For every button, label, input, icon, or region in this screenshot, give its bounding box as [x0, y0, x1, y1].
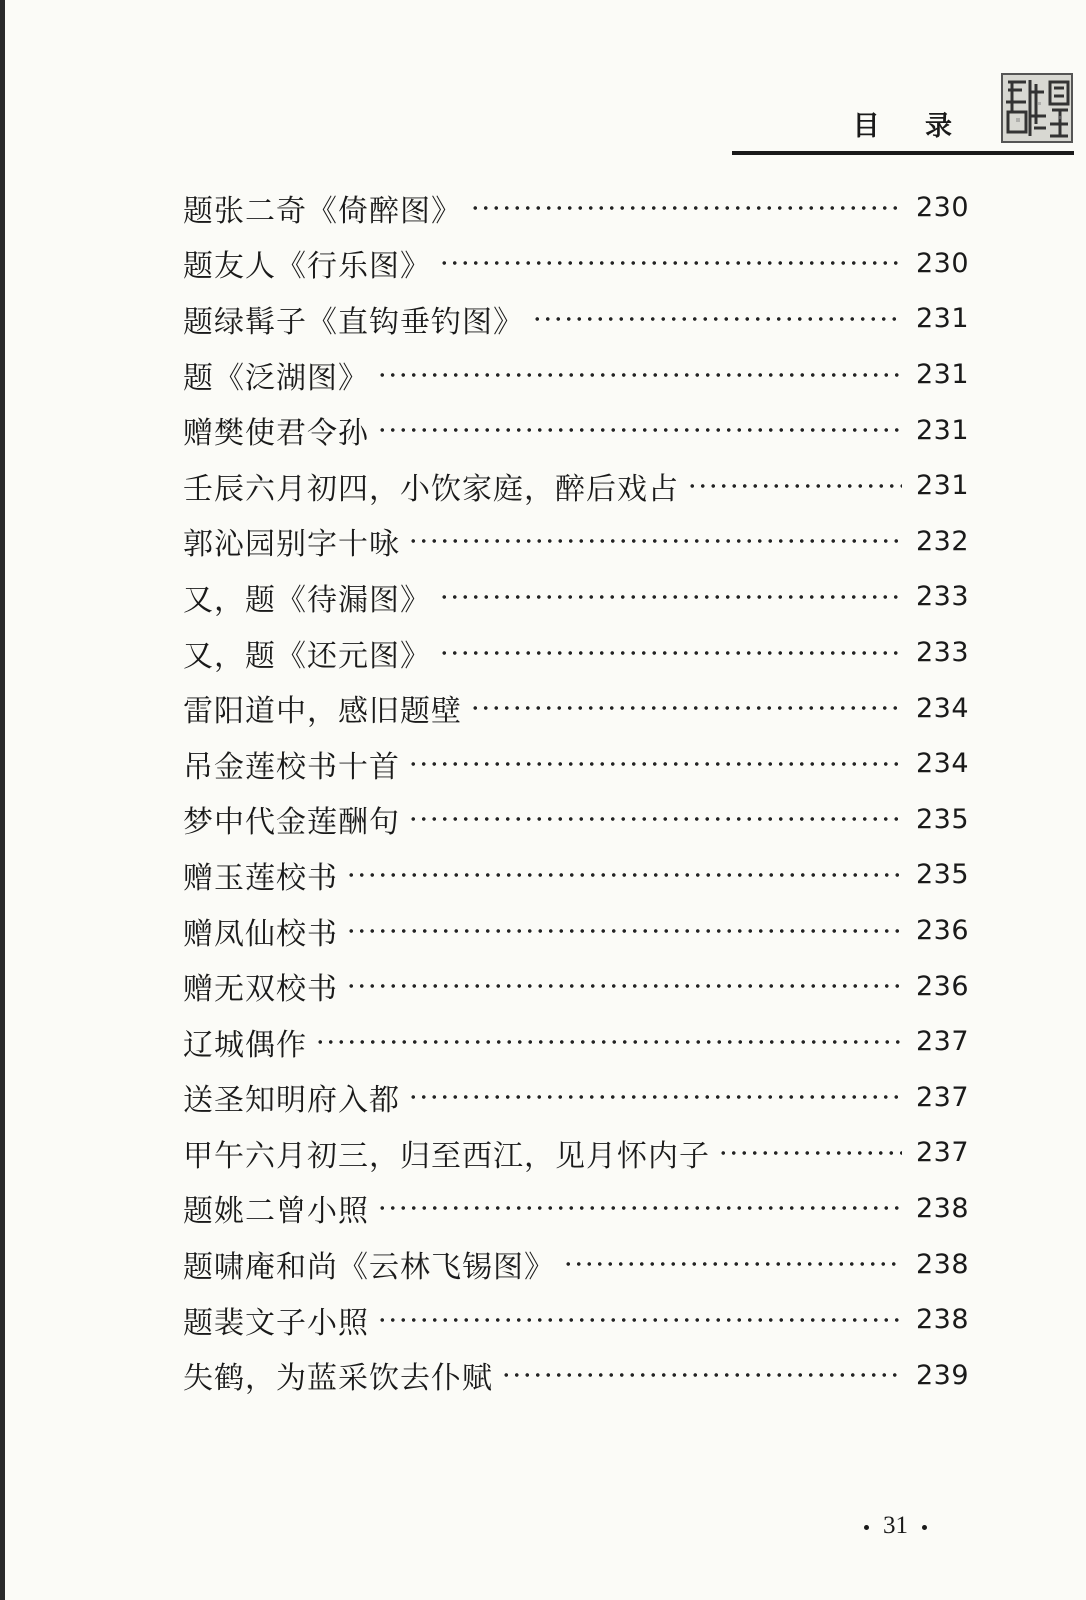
dot-leader: [377, 1318, 902, 1322]
dot-leader: [408, 817, 902, 821]
toc-entry-page: 235: [916, 859, 970, 891]
toc-entry-title: 赠樊使君令孙: [183, 416, 369, 452]
dot-leader: [377, 428, 902, 432]
toc-entry-page: 231: [916, 359, 970, 391]
toc-entry-page: 231: [916, 414, 970, 446]
toc-entry-page: 238: [916, 1192, 970, 1224]
dot-leader: [470, 206, 902, 210]
toc-entry-page: 237: [916, 1081, 970, 1113]
toc-entry[interactable]: [183, 458, 970, 514]
toc-entry-page: 238: [916, 1248, 970, 1280]
toc-entry-page: 236: [916, 970, 970, 1002]
toc-entry-title: 又，题《还元图》: [183, 638, 431, 674]
dot-leader: [346, 929, 902, 933]
toc-entry[interactable]: [183, 514, 970, 570]
toc-entry-title: 题绿髯子《直钩垂钓图》: [183, 304, 524, 340]
toc-entry[interactable]: [183, 1347, 970, 1403]
toc-entry[interactable]: [183, 847, 970, 903]
toc-entry[interactable]: [183, 236, 970, 292]
toc-entry[interactable]: [183, 680, 970, 736]
toc-entry-title: 吊金莲校书十首: [183, 749, 400, 785]
toc-entry[interactable]: [183, 792, 970, 848]
toc-entry-title: 赠无双校书: [183, 972, 338, 1008]
toc-entry-page: 236: [916, 915, 970, 947]
dot-leader: [408, 539, 902, 543]
toc-entry[interactable]: [183, 180, 970, 236]
toc-entry-title: 题裴文子小照: [183, 1305, 369, 1341]
toc-entry[interactable]: [183, 1181, 970, 1237]
bullet-dot-icon: [922, 1525, 927, 1530]
dot-leader: [346, 984, 902, 988]
toc-entry[interactable]: [183, 903, 970, 959]
dot-leader: [439, 595, 902, 599]
toc-entry-page: 230: [916, 192, 970, 224]
toc-entry-title: 郭沁园别字十咏: [183, 527, 400, 563]
dot-leader: [439, 651, 902, 655]
section-title: 目 录: [852, 111, 970, 142]
toc-entry-page: 235: [916, 803, 970, 835]
toc-entry-page: 234: [916, 748, 970, 780]
toc-entry[interactable]: [183, 1014, 970, 1070]
toc-entry-page: 239: [916, 1359, 970, 1391]
table-of-contents: [183, 180, 970, 1403]
toc-entry-title: 辽城偶作: [183, 1027, 307, 1063]
toc-entry-title: 题张二奇《倚醉图》: [183, 193, 462, 229]
toc-entry-title: 送圣知明府入都: [183, 1083, 400, 1119]
toc-entry-title: 赠玉莲校书: [183, 860, 338, 896]
toc-entry-title: 又，题《待漏图》: [183, 582, 431, 618]
toc-entry-title: 梦中代金莲酬句: [183, 805, 400, 841]
toc-entry-page: 237: [916, 1026, 970, 1058]
header-rule: [732, 151, 1074, 155]
dot-leader: [439, 261, 902, 265]
toc-entry[interactable]: [183, 347, 970, 403]
toc-entry-page: 234: [916, 692, 970, 724]
dot-leader: [532, 317, 902, 321]
toc-entry-title: 壬辰六月初四，小饮家庭，醉后戏占: [183, 471, 679, 507]
dot-leader: [563, 1262, 902, 1266]
toc-entry-title: 雷阳道中，感旧题壁: [183, 694, 462, 730]
toc-entry-title: 赠凤仙校书: [183, 916, 338, 952]
toc-entry[interactable]: [183, 291, 970, 347]
dot-leader: [470, 706, 902, 710]
toc-entry[interactable]: [183, 402, 970, 458]
dot-leader: [346, 873, 902, 877]
dot-leader: [718, 1151, 902, 1155]
toc-entry-page: 231: [916, 470, 970, 502]
dot-leader: [377, 373, 902, 377]
dot-leader: [408, 1095, 902, 1099]
toc-entry-page: 238: [916, 1304, 970, 1336]
toc-entry-title: 题啸庵和尚《云林飞锡图》: [183, 1250, 555, 1286]
page-header: [0, 0, 1086, 170]
page-footer: [850, 1512, 941, 1540]
toc-entry[interactable]: [183, 1125, 970, 1181]
toc-entry[interactable]: [183, 1292, 970, 1348]
toc-entry-page: 231: [916, 303, 970, 335]
toc-entry-page: 237: [916, 1137, 970, 1169]
toc-entry-title: 题姚二曾小照: [183, 1194, 369, 1230]
toc-entry-page: 233: [916, 581, 970, 613]
dot-leader: [377, 1206, 902, 1210]
dot-leader: [315, 1040, 902, 1044]
toc-entry[interactable]: [183, 625, 970, 681]
toc-entry-title: 失鹤，为蓝采饮去仆赋: [183, 1361, 493, 1397]
dot-leader: [501, 1373, 902, 1377]
toc-entry-title: 甲午六月初三，归至西江，见月怀内子: [183, 1138, 710, 1174]
page-edge: [0, 0, 5, 1600]
toc-entry-page: 232: [916, 525, 970, 557]
toc-entry-page: 230: [916, 247, 970, 279]
dot-leader: [408, 762, 902, 766]
toc-entry-page: 233: [916, 637, 970, 669]
bullet-dot-icon: [864, 1525, 869, 1530]
toc-entry[interactable]: [183, 736, 970, 792]
dot-leader: [687, 484, 902, 488]
toc-entry[interactable]: [183, 958, 970, 1014]
toc-entry-title: 题友人《行乐图》: [183, 249, 431, 285]
toc-entry[interactable]: [183, 1070, 970, 1126]
toc-entry-title: 题《泛湖图》: [183, 360, 369, 396]
seal-stamp-icon: [1000, 72, 1074, 144]
page-number: 31: [883, 1512, 908, 1539]
toc-entry[interactable]: [183, 1236, 970, 1292]
toc-entry[interactable]: [183, 569, 970, 625]
